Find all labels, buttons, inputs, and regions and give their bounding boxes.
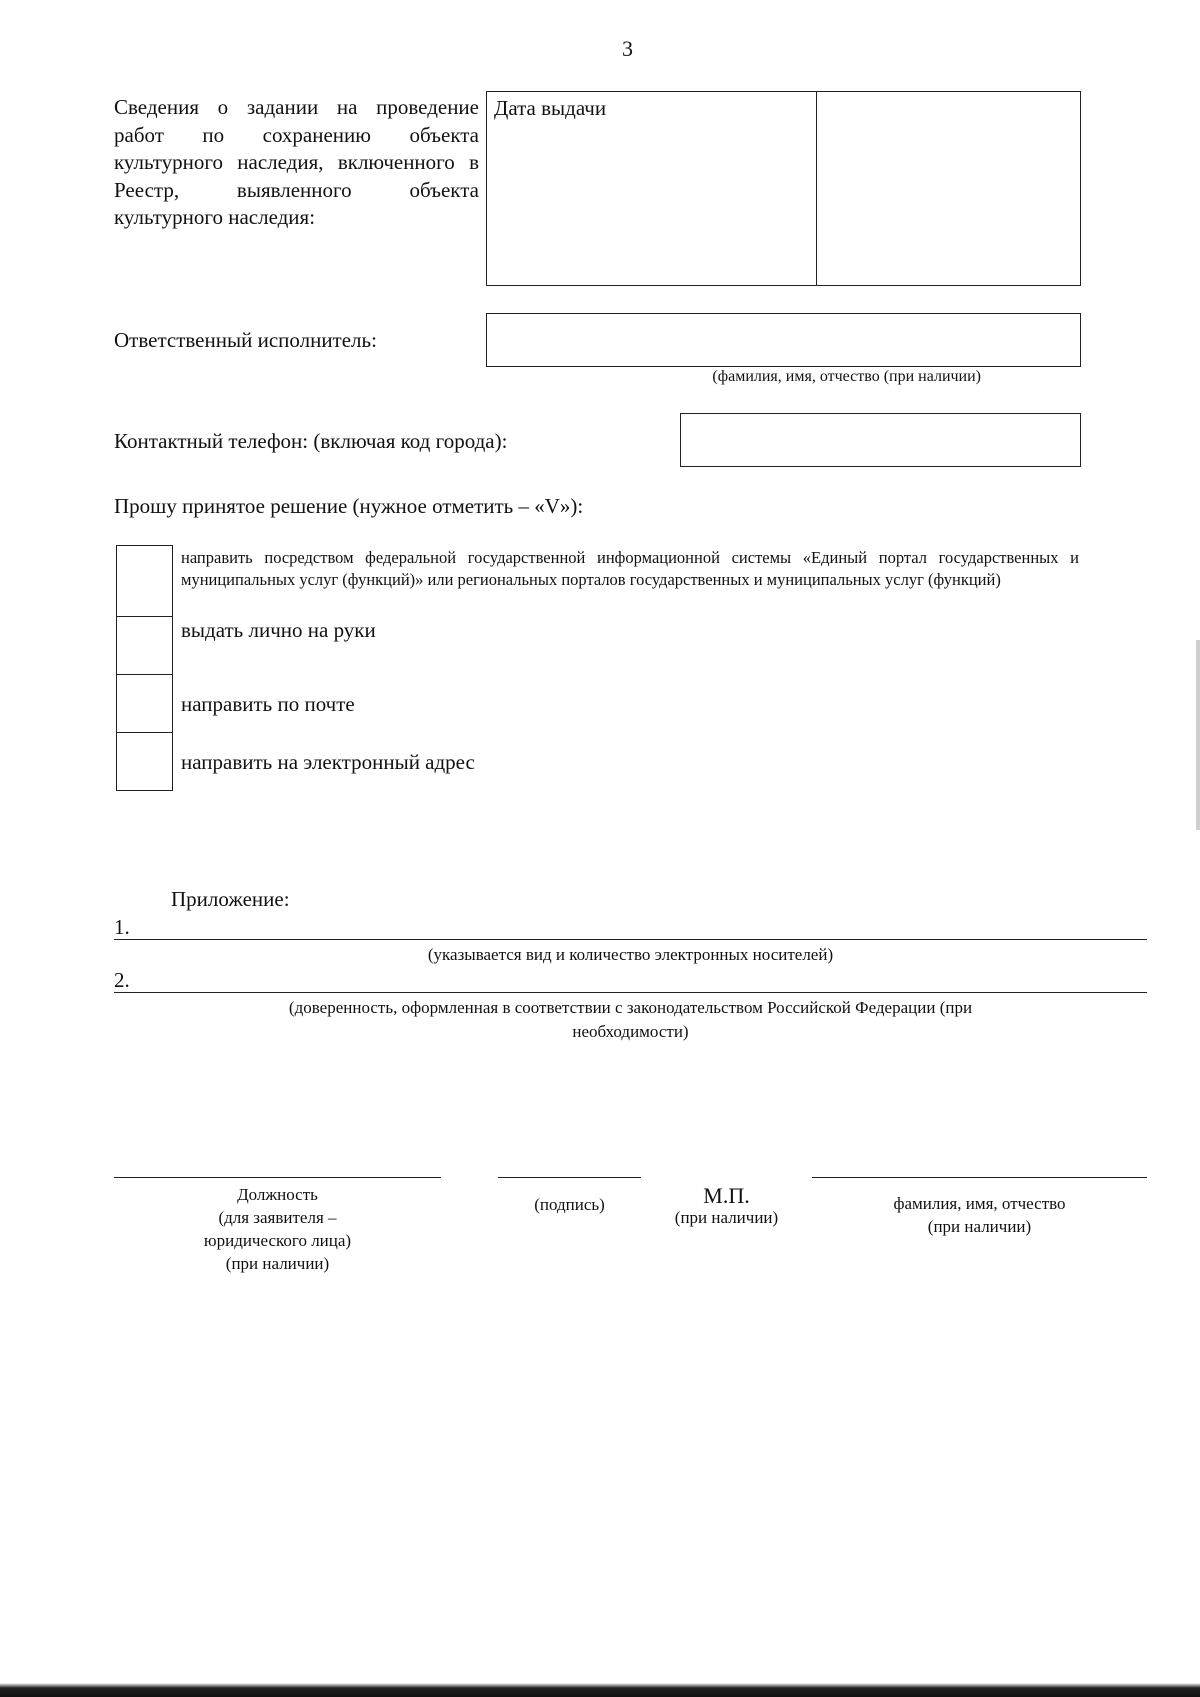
full-name-caption-line: (при наличии)	[927, 1217, 1032, 1236]
scan-edge-right	[1196, 640, 1200, 830]
phone-label: Контактный телефон: (включая код города):	[114, 429, 508, 453]
position-caption-line: Должность	[237, 1185, 318, 1204]
option-mail-label: направить по почте	[181, 692, 355, 716]
attachment-line[interactable]	[114, 992, 1147, 993]
option-in-person-label: выдать лично на руки	[181, 618, 376, 642]
task-info-label: Сведения о задании на проведение работ по сохранению объекта культурного наследия, включенного в Реестр, выявленного объекта культурного наследия:	[114, 95, 479, 229]
full-name-caption	[862, 1192, 1097, 1238]
executor-field[interactable]	[486, 313, 1081, 367]
option-portal-label: направить посредством федеральной государственной информационной системы «Единый портал государственных и муниципальных услуг (функций)» или региональных порталов государственных и муниципальных услуг (функций)	[181, 548, 1079, 589]
checkbox-in-person[interactable]	[116, 616, 173, 675]
attachment-number: 2.	[114, 968, 130, 992]
position-caption-line: юридического лица)	[203, 1231, 352, 1250]
signature-caption: (подпись)	[534, 1195, 605, 1214]
issue-date-label: Дата выдачи	[494, 96, 607, 120]
stamp-label: М.П.	[703, 1183, 750, 1208]
position-signature-line[interactable]	[114, 1177, 441, 1178]
phone-field[interactable]	[680, 413, 1081, 467]
name-signature-line[interactable]	[812, 1177, 1147, 1178]
stamp-caption: (при наличии)	[674, 1208, 779, 1227]
executor-label: Ответственный исполнитель:	[114, 328, 377, 352]
decision-label: Прошу принятое решение (нужное отметить – «V»):	[114, 494, 584, 518]
position-caption-line: (для заявителя –	[218, 1208, 337, 1227]
attachment-number: 1.	[114, 915, 130, 939]
checkbox-email[interactable]	[116, 732, 173, 791]
scan-edge-bottom	[0, 1683, 1200, 1697]
full-name-caption-line: фамилия, имя, отчество	[893, 1194, 1066, 1213]
attachment-caption: (указывается вид и количество электронных носителей)	[427, 945, 834, 964]
executor-caption: (фамилия, имя, отчество (при наличии)	[712, 368, 981, 385]
page-number: 3	[622, 36, 633, 61]
task-info-table-divider	[816, 91, 817, 286]
option-email-label: направить на электронный адрес	[181, 750, 475, 774]
attachment-line[interactable]	[114, 939, 1147, 940]
signature-line[interactable]	[498, 1177, 641, 1178]
attachment-caption-text: (доверенность, оформленная в соответствии с законодательством Российской Федерации (при необходимости)	[288, 998, 973, 1041]
position-caption-line: (при наличии)	[225, 1254, 330, 1273]
checkbox-mail[interactable]	[116, 674, 173, 733]
checkbox-portal[interactable]	[116, 545, 173, 617]
attachment-caption	[114, 996, 1147, 1044]
attachment-heading: Приложение:	[171, 887, 290, 911]
position-caption	[114, 1183, 441, 1275]
